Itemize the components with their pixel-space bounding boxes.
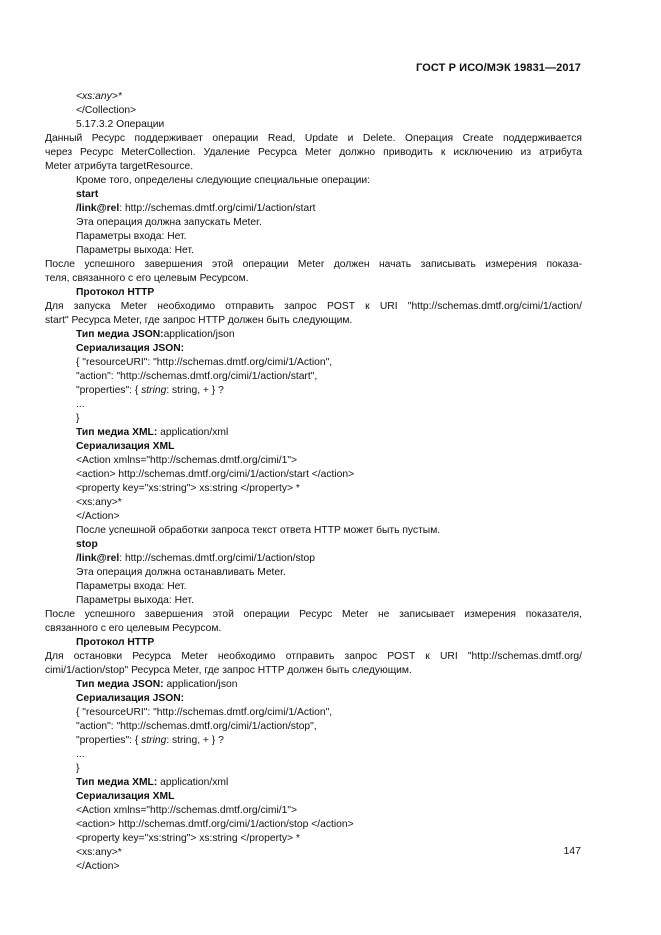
code-line: <Action xmlns="http://schemas.dmtf.org/cimi/1"> [76,805,298,816]
code-line: </Action> [76,511,120,522]
section-heading: 5.17.3.2 Операции [76,119,165,130]
paragraph-line: После успешной обработки запроса текст ответа HTTP может быть пустым. [76,525,441,536]
media-type-line: Тип медиа XML: application/xml [76,427,229,438]
code-line: </Action> [76,861,120,872]
paragraph-line: теля, связанного с его целевым Ресурсом. [45,273,249,284]
protocol-heading: Протокол HTTP [76,287,155,298]
link-line: /link@rel: http://schemas.dmtf.org/cimi/1/action/start [76,203,316,214]
paragraph-line: Данный Ресурс поддерживает операции Read, Update и Delete. Операция Create поддерживается [45,133,582,144]
code-line: <action> http://schemas.dmtf.org/cimi/1/action/stop </action> [76,819,354,830]
media-type-line: Тип медиа JSON:application/json [76,329,235,340]
text-line: Параметры выхода: Нет. [76,595,194,606]
code-line: "properties": { string: string, + } ? [76,385,224,396]
serialization-heading: Сериализация JSON: [76,343,185,354]
media-type-line: Тип медиа XML: application/xml [76,777,229,788]
operation-name: stop [76,539,98,550]
text-line: Эта операция должна останавливать Meter. [76,567,286,578]
paragraph-line: start" Ресурса Meter, где запрос HTTP должен быть следующим. [45,315,353,326]
paragraph-line: связанного с его целевым Ресурсом. [45,623,222,634]
document-header: ГОСТ Р ИСО/МЭК 19831—2017 [416,62,581,74]
serialization-heading: Сериализация XML [76,441,175,452]
code-line: } [76,413,80,424]
text-line: Параметры выхода: Нет. [76,245,194,256]
text-line: <xs:any>* [76,91,122,102]
code-line: <xs:any>* [76,497,122,508]
serialization-heading: Сериализация XML [76,791,175,802]
paragraph-line: Meter атрибута targetResource. [45,161,194,172]
page-number: 147 [563,845,581,857]
code-line: { "resourceURI": "http://schemas.dmtf.org/cimi/1/Action", [76,357,333,368]
code-line: "properties": { string: string, + } ? [76,735,224,746]
code-line: } [76,763,80,774]
code-line: <property key="xs:string"> xs:string </property> * [76,483,300,494]
paragraph-line: После успешного завершения этой операции Ресурс Meter не записывает измерения показателя, [45,609,582,620]
paragraph-line: Для остановки Ресурса Meter необходимо отправить запрос POST к URI "http://schemas.dmtf.org/ [45,651,582,662]
link-line: /link@rel: http://schemas.dmtf.org/cimi/1/action/stop [76,553,315,564]
paragraph-line: После успешного завершения этой операции Meter должен начать записывать измерения показа- [45,259,582,270]
code-line: { "resourceURI": "http://schemas.dmtf.org/cimi/1/Action", [76,707,333,718]
code-line: ... [76,749,85,760]
serialization-heading: Сериализация JSON: [76,693,185,704]
code-line: <property key="xs:string"> xs:string </property> * [76,833,300,844]
code-line: <Action xmlns="http://schemas.dmtf.org/cimi/1"> [76,455,298,466]
paragraph-line: через Ресурс MeterCollection. Удаление Ресурса Meter должно приводить к исключению из атрибута [45,147,582,158]
paragraph-line: cimi/1/action/stop" Ресурса Meter, где запрос HTTP должен быть следующим. [45,665,412,676]
media-type-line: Тип медиа JSON: application/json [76,679,238,690]
code-line: "action": "http://schemas.dmtf.org/cimi/1/action/start", [76,371,318,382]
code-line: <action> http://schemas.dmtf.org/cimi/1/action/start </action> [76,469,355,480]
paragraph-line: Кроме того, определены следующие специальные операции: [76,175,370,186]
protocol-heading: Протокол HTTP [76,637,155,648]
text-line: Эта операция должна запускать Meter. [76,217,262,228]
code-line: <xs:any>* [76,847,122,858]
code-line: ... [76,399,85,410]
text-line: Параметры входа: Нет. [76,231,187,242]
text-line: </Collection> [76,105,137,116]
paragraph-line: Для запуска Meter необходимо отправить запрос POST к URI "http://schemas.dmtf.org/cimi/1/action/ [45,301,582,312]
text-line: Параметры входа: Нет. [76,581,187,592]
operation-name: start [76,189,99,200]
code-line: "action": "http://schemas.dmtf.org/cimi/1/action/stop", [76,721,317,732]
